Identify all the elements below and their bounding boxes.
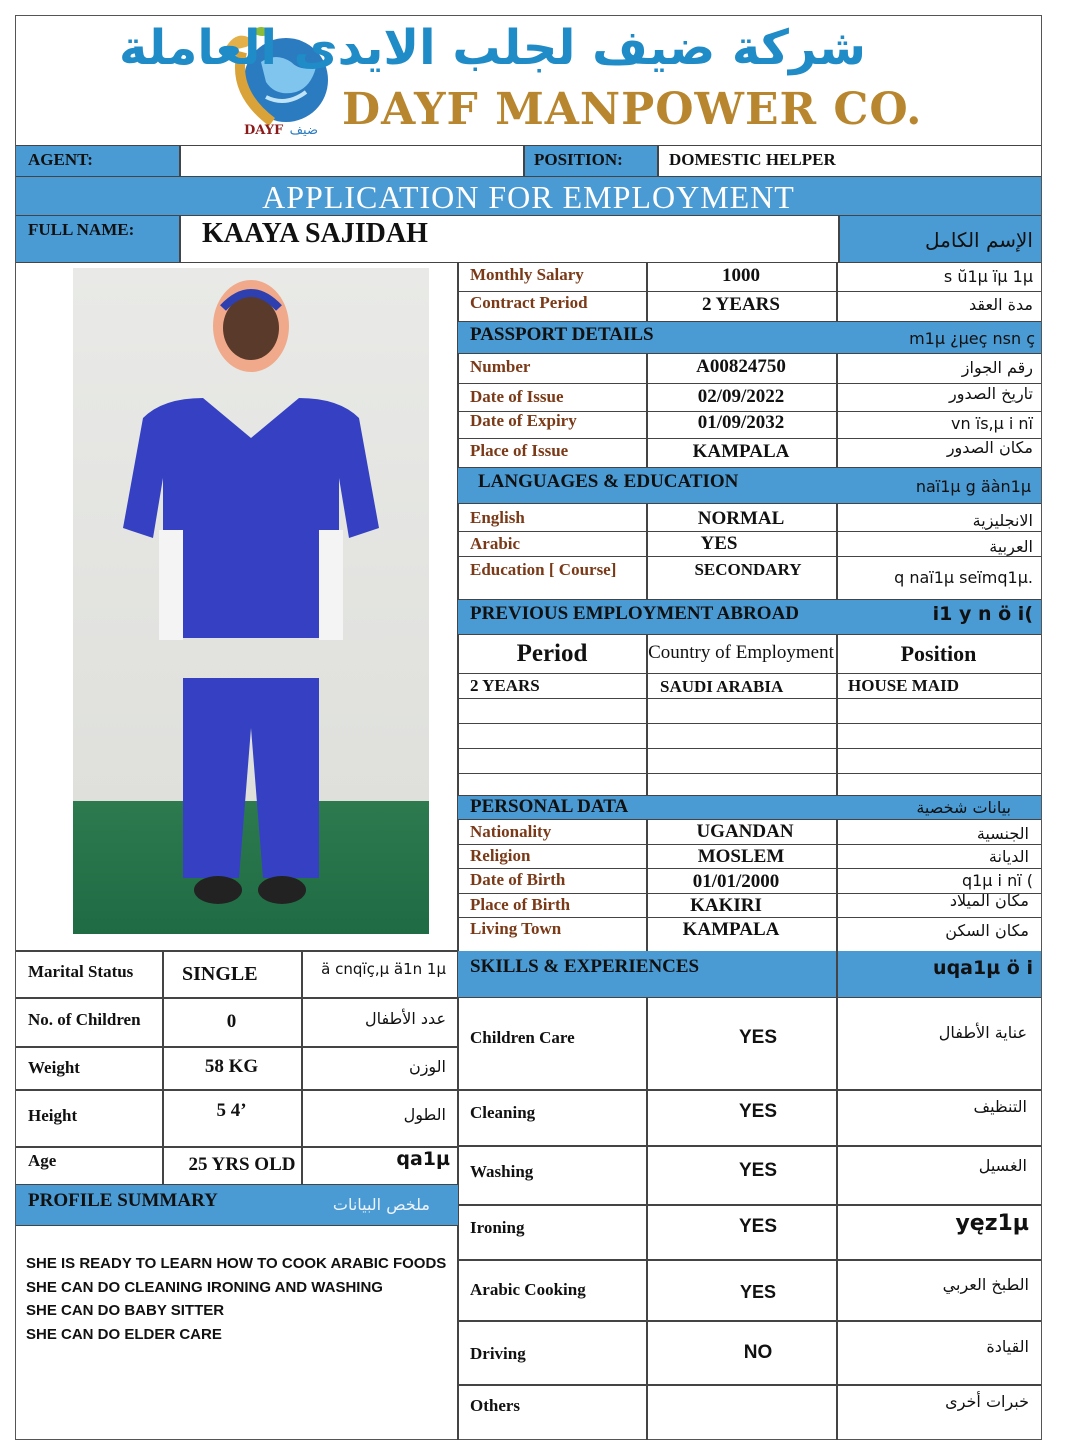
skill-arabic-cooking-label: Arabic Cooking [470,1280,586,1299]
skill-arabic-cooking-arabic: الطبخ العربي [942,1275,1029,1294]
age-value: 25 YRS OLD [188,1154,296,1175]
skill-driving-label: Driving [470,1344,526,1363]
profile-summary-text [26,1252,451,1346]
agent-label: AGENT: [28,150,93,169]
children-label: No. of Children [28,1010,141,1029]
profile-line: SHE CAN DO CLEANING IRONING AND WASHING [26,1278,383,1296]
profile-line: SHE CAN DO ELDER CARE [26,1325,222,1343]
passport-issue-arabic: تاريخ الصدور [949,384,1033,403]
agent-position-row [16,145,1041,177]
skill-children-value: YES [738,1027,778,1048]
passport-number-label: Number [470,357,531,376]
left-details-table [16,951,458,1184]
profile-line: SHE IS READY TO LEARN HOW TO COOK ARABIC FOODS [26,1255,447,1272]
religion-value: MOSLEM [697,846,785,867]
nationality-arabic: الجنسية [976,824,1029,843]
marital-label: Marital Status [28,962,134,981]
dob-arabic: ) q1µ i nï [961,871,1033,890]
form-title: APPLICATION FOR EMPLOYMENT [262,179,795,215]
profile-header [16,1184,458,1226]
passport-title-arabic: m1µ ¿µeç nsn ç [909,329,1035,348]
passport-place-label: Place of Issue [470,441,569,460]
passport-title: PASSPORT DETAILS [470,324,654,345]
skill-cleaning-value: YES [738,1101,778,1122]
nationality-label: Nationality [470,822,552,841]
contract-period-arabic: مدة العقد [969,295,1033,314]
company-name-english: DAYF MANPOWER CO. [342,84,923,135]
skill-children-arabic: عناية الأطفال [938,1023,1027,1042]
living-town-value: KAMPALA [682,919,780,940]
marital-value: SINGLE [182,963,258,985]
prev-country-1: SAUDI ARABIA [660,677,784,696]
company-name-arabic: شركة ضيف لجلب الايدى العاملة [118,20,866,76]
contract-period-value: 2 YEARS [702,294,780,315]
skill-cleaning-arabic: التنظيف [973,1097,1027,1116]
religion-arabic: الديانة [988,847,1029,866]
fullname-value: KAAYA SAJIDAH [202,218,428,249]
fullname-arabic: الإسم الكامل [924,228,1033,252]
skill-others-arabic: خبرات أخرى [945,1392,1029,1411]
living-town-arabic: مكان السكن [945,921,1029,940]
right-upper-table [458,263,1041,951]
height-value: 5 4’ [216,1100,247,1121]
previous-title-arabic: )i1 y n ö i [932,603,1033,625]
profile-line: SHE CAN DO BABY SITTER [26,1302,225,1319]
col-country: Country of Employment [648,642,834,663]
logo-text-ar: ضيف [289,123,318,138]
fullname-row [16,216,1041,263]
passport-expiry-arabic: vn ïs,µ i nï [951,414,1033,433]
skills-title-arabic: uqa1µ ö i [933,957,1033,979]
passport-issue-label: Date of Issue [470,387,564,406]
contract-salary-label: Monthly Salary [470,265,584,284]
pob-arabic: مكان الميلاد [949,891,1029,910]
skill-washing-label: Washing [470,1162,534,1181]
skills-title: SKILLS & EXPERIENCES [470,956,700,977]
contract-salary-arabic: s ŭ1µ ïµ 1µ [943,267,1033,286]
skill-ironing-label: Ironing [470,1218,525,1237]
lang-english-arabic: الانجليزية [972,511,1033,530]
languages-title: LANGUAGES & EDUCATION [478,471,739,492]
skill-arabic-cooking-value: YES [739,1282,777,1302]
lang-english-value: NORMAL [697,508,785,529]
col-period: Period [516,640,588,667]
height-arabic: الطول [403,1105,446,1124]
living-town-label: Living Town [470,919,562,938]
profile-title-arabic: ملخص البيانات [332,1195,430,1214]
skill-washing-value: YES [738,1160,778,1181]
fullname-label: FULL NAME: [28,220,135,239]
age-arabic: qa1µ [396,1148,450,1170]
marital-arabic: ä cnqïç,µ ä1n 1µ [321,960,446,978]
skills-table [458,951,1041,1440]
lang-arabic-value: YES [700,533,738,554]
pob-label: Place of Birth [470,895,571,914]
skill-driving-arabic: القيادة [986,1337,1029,1356]
personal-title: PERSONAL DATA [470,796,629,817]
col-position: Position [900,641,977,666]
title-band [16,177,1041,216]
contract-period-label: Contract Period [470,293,588,312]
education-arabic: .q naï1µ seïmq1µ [894,568,1033,587]
skill-driving-value: NO [743,1342,773,1363]
skill-ironing-arabic: yęz1µ [955,1211,1029,1236]
profile-title: PROFILE SUMMARY [28,1190,218,1211]
passport-issue-value: 02/09/2022 [697,386,785,407]
dob-label: Date of Birth [470,870,566,889]
nationality-value: UGANDAN [696,821,794,842]
previous-title: PREVIOUS EMPLOYMENT ABROAD [470,603,800,624]
lang-arabic-label: Arabic [470,534,521,553]
skill-ironing-value: YES [738,1216,778,1237]
height-label: Height [28,1106,78,1125]
age-label: Age [28,1151,57,1170]
children-value: 0 [226,1011,237,1032]
logo-text-en: DAYF [244,123,284,138]
position-value: DOMESTIC HELPER [669,150,836,169]
dob-value: 01/01/2000 [692,871,780,892]
applicant-photo [73,268,429,934]
skill-children-label: Children Care [470,1028,575,1047]
education-value: SECONDARY [694,560,802,579]
weight-value: 58 KG [204,1056,259,1077]
passport-number-arabic: رقم الجواز [961,358,1033,377]
passport-place-arabic: مكان الصدور [946,438,1033,457]
personal-title-arabic: بيانات شخصية [916,798,1011,817]
weight-arabic: الوزن [408,1057,446,1076]
skill-cleaning-label: Cleaning [470,1103,536,1122]
languages-title-arabic: naï1µ g äàn1µ [915,477,1031,496]
skill-others-label: Others [470,1396,521,1415]
lang-english-label: English [470,508,525,527]
children-arabic: عدد الأطفال [364,1009,446,1028]
prev-position-1: HOUSE MAID [848,676,959,695]
passport-expiry-value: 01/09/2032 [697,412,785,433]
weight-label: Weight [28,1058,80,1077]
skill-washing-arabic: الغسيل [978,1156,1027,1175]
prev-period-1: 2 YEARS [470,676,540,695]
company-header [16,16,1041,145]
pob-value: KAKIRI [690,895,762,916]
contract-salary-value: 1000 [722,265,760,286]
lang-arabic-arabic: العربية [989,537,1033,556]
passport-number-value: A00824750 [696,356,786,377]
education-label: Education [ Course] [470,560,617,579]
passport-expiry-label: Date of Expiry [470,411,577,430]
religion-label: Religion [470,846,531,865]
position-label: POSITION: [534,150,623,169]
passport-place-value: KAMPALA [692,441,790,462]
